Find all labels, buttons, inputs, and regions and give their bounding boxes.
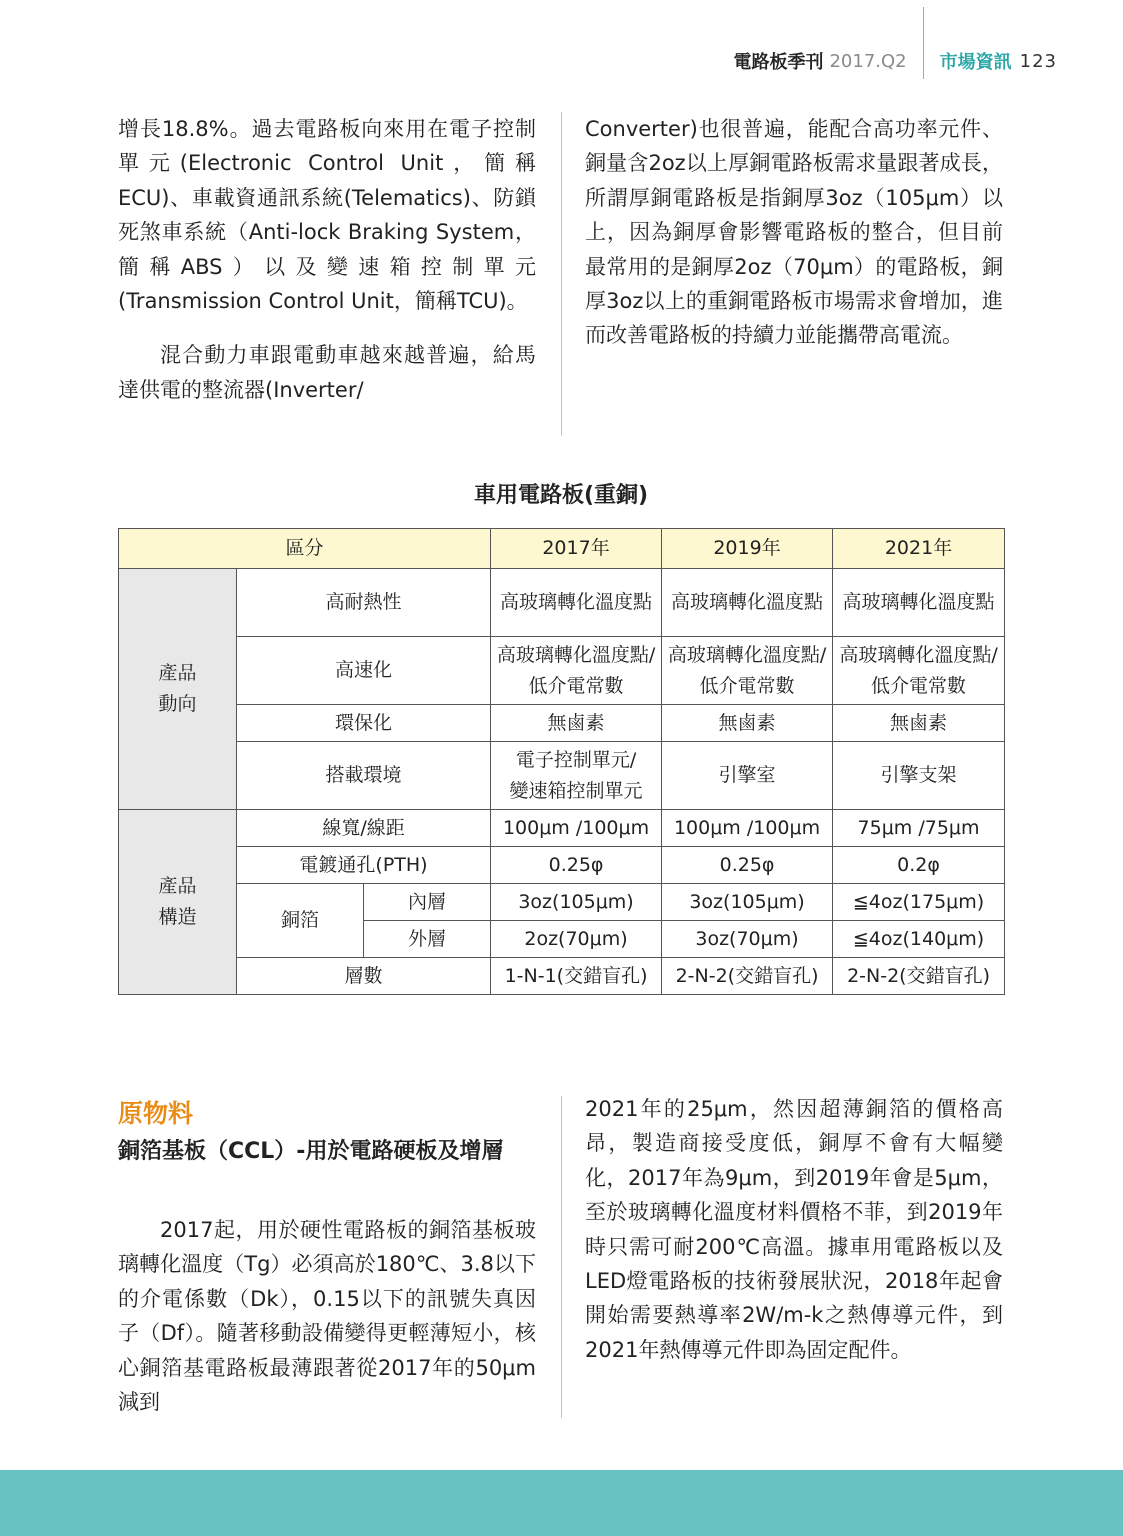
publication-name: 電路板季刊 — [733, 52, 824, 73]
table-cell: 0.2φ — [833, 847, 1005, 884]
table-cell: ≦4oz(175μm) — [833, 884, 1005, 921]
table-cell: 引擎室 — [662, 742, 833, 810]
page-header — [733, 44, 1057, 78]
table-cell: 高玻璃轉化溫度點/低介電常數 — [491, 637, 662, 705]
table-cell: 3oz(70μm) — [662, 921, 833, 958]
row-label: 層數 — [237, 958, 491, 995]
table-cell: 無鹵素 — [833, 705, 1005, 742]
row-label: 高耐熱性 — [237, 569, 491, 637]
table-cell: ≦4oz(140μm) — [833, 921, 1005, 958]
header-category: 區分 — [119, 529, 491, 569]
table-row — [119, 958, 1005, 995]
row-label: 線寬/線距 — [237, 810, 491, 847]
table-cell: 高玻璃轉化溫度點 — [833, 569, 1005, 637]
table-row — [119, 810, 1005, 847]
table-cell: 2-N-2(交錯盲孔) — [662, 958, 833, 995]
row-label: 電鍍通孔(PTH) — [237, 847, 491, 884]
table-row — [119, 569, 1005, 637]
table-header-row — [119, 529, 1005, 569]
header-2019: 2019年 — [662, 529, 833, 569]
table-row — [119, 637, 1005, 705]
row-label-foil: 銅箔 — [237, 884, 364, 958]
row-label: 環保化 — [237, 705, 491, 742]
column-divider — [561, 1096, 562, 1418]
table-cell: 無鹵素 — [662, 705, 833, 742]
table-cell: 3oz(105μm) — [662, 884, 833, 921]
table-cell: 引擎支架 — [833, 742, 1005, 810]
table-cell: 高玻璃轉化溫度點 — [662, 569, 833, 637]
table-row — [119, 847, 1005, 884]
table-cell: 高玻璃轉化溫度點/低介電常數 — [833, 637, 1005, 705]
paragraph: 2017起，用於硬性電路板的銅箔基板玻璃轉化溫度（Tg）必須高於180℃、3.8以下的介電係數（Dk），0.15以下的訊號失真因子（Df）。隨著移動設備變得更輕薄短小，核心銅箔基電路板最薄跟著從2017年的50μm減到 — [118, 1218, 536, 1415]
table-cell: 3oz(105μm) — [491, 884, 662, 921]
table-title: 車用電路板(重銅) — [473, 483, 649, 508]
table-cell: 2-N-2(交錯盲孔) — [833, 958, 1005, 995]
group-trend: 產品 動向 — [119, 569, 237, 810]
table-cell: 2oz(70μm) — [491, 921, 662, 958]
top-right-column — [585, 112, 1003, 353]
table-row — [119, 742, 1005, 810]
paragraph: 2021年的25μm，然因超薄銅箔的價格高昂，製造商接受度低，銅厚不會有大幅變化，2017年為9μm，到2019年會是5μm，至於玻璃轉化溫度材料價格不菲，到2019年時只需可耐200℃高溫。據車用電路板以及LED燈電路板的技術發展狀況，2018年起會開始需要熱導率2W/m-k之熱傳導元件，到2021年熱傳導元件即為固定配件。 — [585, 1097, 1003, 1362]
table-cell: 0.25φ — [662, 847, 833, 884]
table-cell: 高玻璃轉化溫度點 — [491, 569, 662, 637]
table-cell: 電子控制單元/ 變速箱控制單元 — [491, 742, 662, 810]
table-cell: 無鹵素 — [491, 705, 662, 742]
section-subheading: 銅箔基板（CCL）-用於電路硬板及增層 — [118, 1139, 504, 1164]
row-label: 高速化 — [237, 637, 491, 705]
column-divider — [561, 112, 562, 436]
table-cell: 75μm /75μm — [833, 810, 1005, 847]
paragraph: 增長18.8%。過去電路板向來用在電子控制單元(Electronic Control Unit，簡稱ECU)、車載資通訊系統(Telematics)、防鎖死煞車系統（Anti-lock Braking System，簡稱ABS）以及變速箱控制單元(Transmission Control Unit，簡稱TCU)。 — [118, 117, 536, 314]
page-number: 123 — [1019, 50, 1057, 72]
row-label: 內層 — [364, 884, 491, 921]
section-name: 市場資訊 — [939, 52, 1012, 73]
table-cell: 100μm /100μm — [491, 810, 662, 847]
spec-table — [118, 528, 1005, 995]
table-cell: 100μm /100μm — [662, 810, 833, 847]
table-row — [119, 705, 1005, 742]
group-structure: 產品 構造 — [119, 810, 237, 995]
bottom-right-column — [585, 1092, 1003, 1367]
row-label: 搭載環境 — [237, 742, 491, 810]
table-cell: 0.25φ — [491, 847, 662, 884]
footer-band — [0, 1470, 1123, 1536]
paragraph: 混合動力車跟電動車越來越普遍，給馬達供電的整流器(Inverter/ — [118, 343, 536, 402]
paragraph: Converter)也很普遍，能配合高功率元件、銅量含2oz以上厚銅電路板需求量跟著成長，所謂厚銅電路板是指銅厚3oz（105μm）以上，因為銅厚會影響電路板的整合，但目前最常用的是銅厚2oz（70μm）的電路板，銅厚3oz以上的重銅電路板市場需求會增加，進而改善電路板的持續力並能攜帶高電流。 — [585, 117, 1003, 348]
table-cell: 高玻璃轉化溫度點/低介電常數 — [662, 637, 833, 705]
table-row — [119, 884, 1005, 921]
header-2017: 2017年 — [491, 529, 662, 569]
issue-label: 2017.Q2 — [829, 50, 907, 72]
row-label: 外層 — [364, 921, 491, 958]
header-2021: 2021年 — [833, 529, 1005, 569]
top-left-column — [118, 112, 536, 407]
table-cell: 1-N-1(交錯盲孔) — [491, 958, 662, 995]
section-heading: 原物料 — [118, 1099, 194, 1128]
header-divider — [923, 7, 924, 79]
bottom-left-column — [118, 1213, 536, 1419]
